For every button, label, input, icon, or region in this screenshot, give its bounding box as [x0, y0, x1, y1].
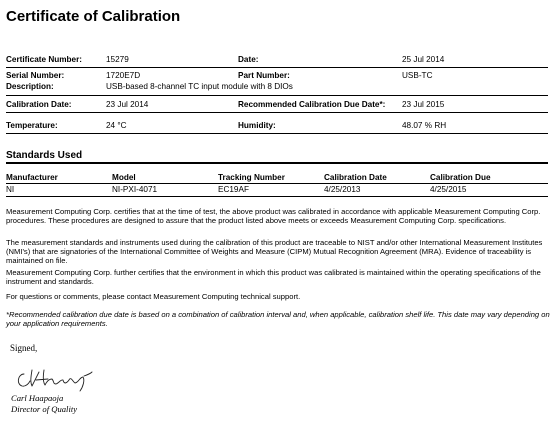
signer-title: Director of Quality	[11, 404, 78, 414]
signer-block	[11, 393, 77, 415]
column-header-model: Model	[112, 173, 136, 182]
column-header-tracking-number: Tracking Number	[218, 173, 285, 182]
calibration-date-label: Calibration Date:	[6, 100, 72, 109]
temperature-value: 24 °C	[106, 121, 127, 130]
recommended-due-value: 23 Jul 2015	[402, 100, 445, 109]
serial-number-label: Serial Number:	[6, 71, 65, 80]
divider	[6, 183, 548, 184]
humidity-value: 48.07 % RH	[402, 121, 447, 130]
section-divider	[6, 162, 548, 164]
contact-paragraph: For questions or comments, please contact Measurement Computing technical support.	[6, 292, 301, 301]
cell-manufacturer: NI	[6, 185, 15, 194]
calibration-date-value: 23 Jul 2014	[106, 100, 149, 109]
part-number-value: USB-TC	[402, 71, 433, 80]
recommended-due-label: Recommended Calibration Due Date*:	[238, 100, 386, 109]
humidity-label: Humidity:	[238, 121, 276, 130]
divider	[6, 95, 548, 96]
part-number-label: Part Number:	[238, 71, 290, 80]
cell-model: NI-PXI-4071	[112, 185, 158, 194]
handwritten-signature	[14, 362, 94, 392]
date-value: 25 Jul 2014	[402, 55, 445, 64]
column-header-calibration-due: Calibration Due	[430, 173, 491, 182]
signed-label: Signed,	[10, 343, 38, 353]
cell-calibration-due: 4/25/2015	[430, 185, 467, 194]
cell-calibration-date: 4/25/2013	[324, 185, 361, 194]
date-label: Date:	[238, 55, 259, 64]
environment-paragraph: Measurement Computing Corp. further certifies that the environment in which this product was calibrated is maintained within the operating specifications of the instrument and standards.	[6, 268, 541, 286]
description-label: Description:	[6, 82, 54, 91]
divider	[6, 67, 548, 68]
certification-paragraph: Measurement Computing Corp. certifies that at the time of test, the above product was calibrated in accordance with applicable Measurement Computing Corp. procedures. These procedures are designed to assure that the product listed above meets or exceeds Measurement Computing Corp. specifications.	[6, 207, 541, 225]
column-header-calibration-date: Calibration Date	[324, 173, 387, 182]
certificate-number-value: 15279	[106, 55, 129, 64]
page-title: Certificate of Calibration	[6, 8, 181, 25]
temperature-label: Temperature:	[6, 121, 58, 130]
divider	[6, 133, 548, 134]
divider	[6, 196, 548, 197]
serial-number-value: 1720E7D	[106, 71, 141, 80]
signer-name: Carl Haapaoja	[11, 393, 64, 403]
column-header-manufacturer: Manufacturer	[6, 173, 58, 182]
traceability-paragraph: The measurement standards and instruments used during the calibration of this product are traceable to NIST and/or other International Measurement Institutes (NMI's) that are signatories of the International Committee of Weights and Measure (CIPM) Mutual Recognition Agreement (MRA). Evidence of traceability is maintained on file.	[6, 238, 543, 265]
divider	[6, 112, 548, 113]
standards-heading: Standards Used	[6, 150, 83, 161]
due-date-note: *Recommended calibration due date is based on a combination of calibration interval and, when applicable, calibration shelf life. This date may vary depending on your application requirements.	[6, 310, 550, 328]
description-value: USB-based 8-channel TC input module with 8 DIOs	[106, 82, 293, 91]
cell-tracking-number: EC19AF	[218, 185, 249, 194]
certificate-number-label: Certificate Number:	[6, 55, 82, 64]
